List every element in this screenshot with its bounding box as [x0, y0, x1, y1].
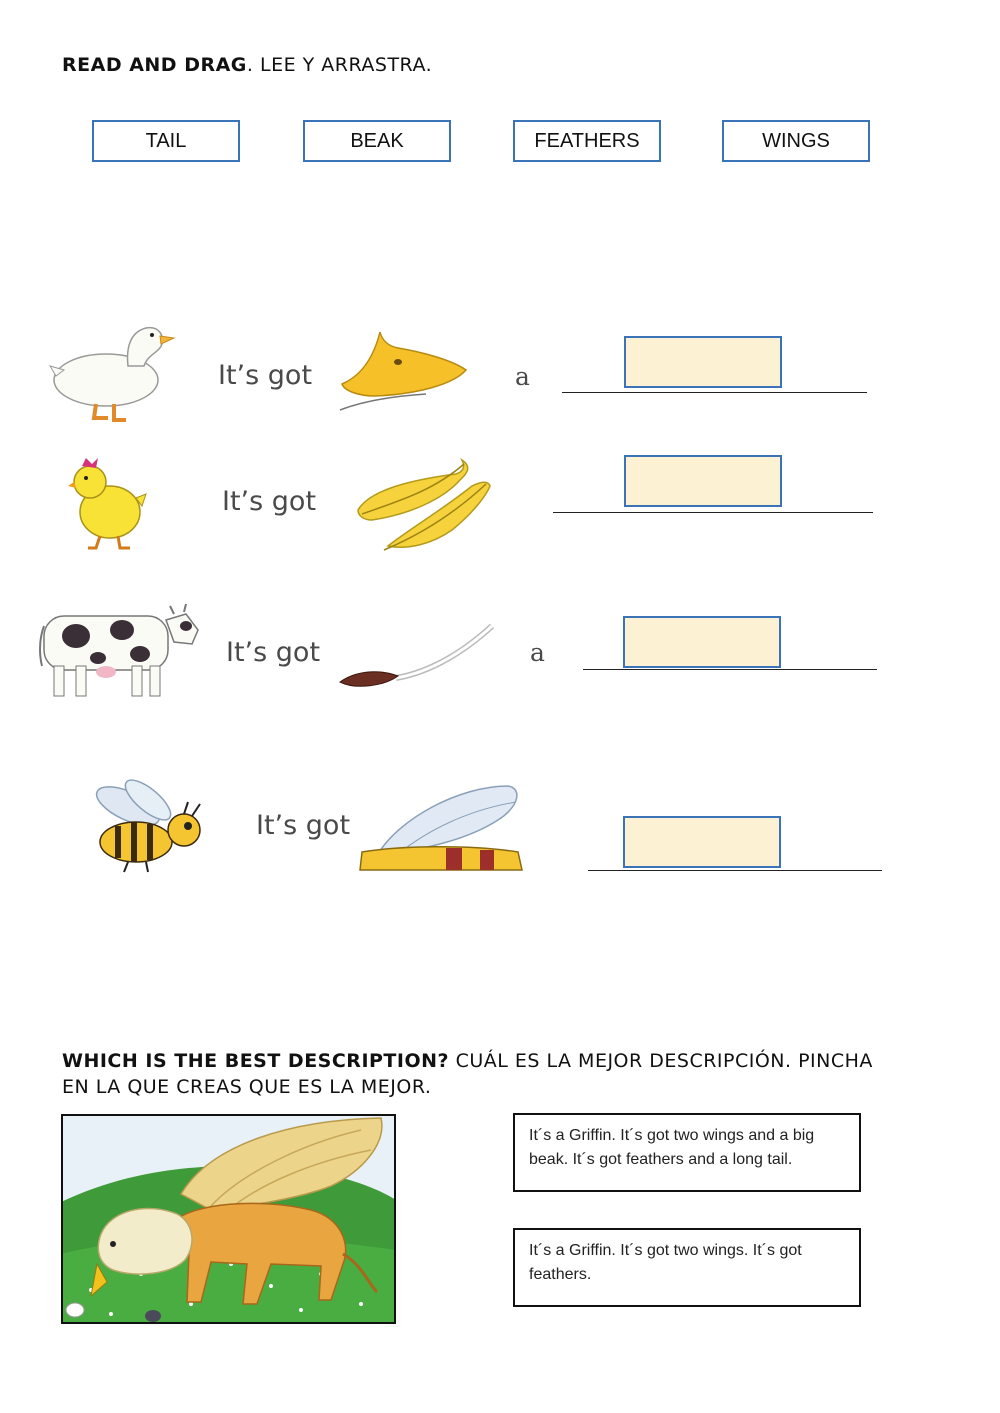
- cow-icon: [36, 602, 200, 702]
- instruction-bold: WHICH IS THE BEST DESCRIPTION?: [62, 1050, 450, 1072]
- instruction-rest: CUÁL ES LA MEJOR DESCRIPCIÓN. PINCHA: [449, 1050, 873, 1072]
- article-a: a: [515, 362, 530, 391]
- description-option-1[interactable]: It´s a Griffin. It´s got two wings and a big beak. It´s got feathers and a long tail.: [513, 1113, 861, 1192]
- answer-line: [553, 512, 873, 513]
- word-chip-wings[interactable]: WINGS: [722, 120, 870, 162]
- instruction-rest: . LEE Y ARRASTRA.: [246, 54, 433, 76]
- word-chip-feathers[interactable]: FEATHERS: [513, 120, 661, 162]
- feathers-icon: [352, 450, 494, 554]
- its-got-label: It’s got: [226, 637, 321, 668]
- chick-icon: [66, 454, 148, 552]
- answer-line: [562, 392, 867, 393]
- drop-zone-beak[interactable]: [624, 336, 782, 388]
- duck-icon: [48, 318, 176, 424]
- drop-zone-feathers[interactable]: [624, 455, 782, 507]
- bee-icon: [88, 776, 214, 876]
- wings-icon: [358, 780, 524, 874]
- instruction-read-and-drag: [62, 52, 432, 78]
- answer-line: [583, 669, 877, 670]
- word-chip-tail[interactable]: TAIL: [92, 120, 240, 162]
- drop-zone-wings[interactable]: [623, 816, 781, 868]
- instruction-line2: EN LA QUE CREAS QUE ES LA MEJOR.: [62, 1076, 432, 1098]
- instruction-best-description: [62, 1048, 942, 1100]
- word-chip-beak[interactable]: BEAK: [303, 120, 451, 162]
- its-got-label: It’s got: [218, 360, 313, 391]
- its-got-label: It’s got: [256, 810, 351, 841]
- its-got-label: It’s got: [222, 486, 317, 517]
- answer-line: [588, 870, 882, 871]
- description-option-2[interactable]: It´s a Griffin. It´s got two wings. It´s got feathers.: [513, 1228, 861, 1307]
- tail-icon: [336, 620, 496, 692]
- griffin-image-border: [61, 1114, 396, 1324]
- drop-zone-tail[interactable]: [623, 616, 781, 668]
- beak-icon: [336, 326, 470, 414]
- instruction-bold: READ AND DRAG: [62, 54, 247, 76]
- article-a: a: [530, 638, 545, 667]
